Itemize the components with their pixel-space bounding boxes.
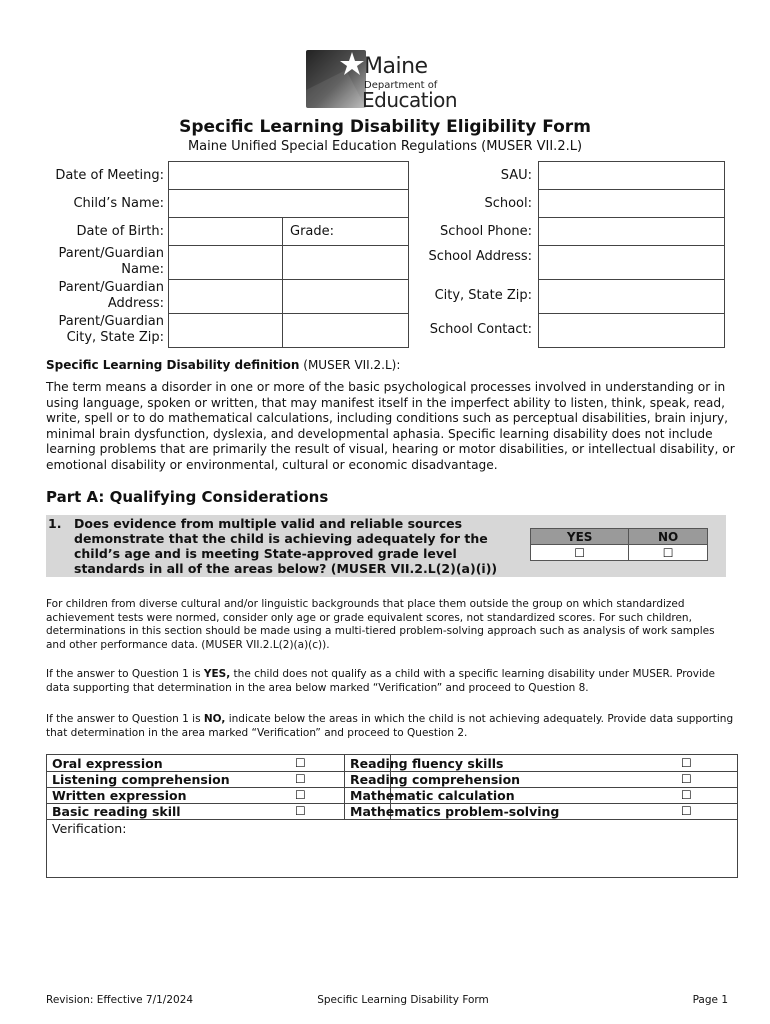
no-instruction-pre: If the answer to Question 1 is xyxy=(46,713,204,725)
area-row xyxy=(47,756,737,772)
parent-city-label-line1: Parent/Guardian xyxy=(58,314,164,329)
no-header: NO xyxy=(629,529,708,545)
area-row xyxy=(47,804,737,820)
city-state-zip-label: City, State Zip: xyxy=(434,288,532,303)
city-state-zip-input[interactable] xyxy=(538,279,725,314)
no-instruction-post: indicate below the areas in which the child is not achieving adequately. Provide data supporting that determination in the area marked “Verification” and proceed to Question 2. xyxy=(46,713,734,739)
star-icon xyxy=(306,50,366,108)
math-problem-solving-checkbox[interactable]: ☐ xyxy=(681,804,692,818)
reading-comprehension-checkbox[interactable]: ☐ xyxy=(681,772,692,786)
school-phone-label: School Phone: xyxy=(440,224,532,239)
area-row xyxy=(47,788,737,804)
sau-input[interactable] xyxy=(538,161,725,190)
date-of-birth-input[interactable] xyxy=(168,217,283,246)
footer-revision: Revision: Effective 7/1/2024 xyxy=(46,994,194,1006)
definition-heading-bold: Specific Learning Disability definition xyxy=(46,358,300,372)
childs-name-label: Child’s Name: xyxy=(73,196,164,211)
area-math-problem-solving: Mathematics problem-solving xyxy=(350,804,560,819)
verification-input[interactable] xyxy=(48,837,734,875)
area-listening-comprehension: Listening comprehension xyxy=(52,772,230,787)
school-contact-label: School Contact: xyxy=(429,322,532,337)
no-instruction xyxy=(46,713,736,740)
parent-name-label-line1: Parent/Guardian xyxy=(58,246,164,261)
yes-header: YES xyxy=(531,529,629,545)
yes-instruction-post: the child does not qualify as a child with a specific learning disability under MUSER. Provide data supporting that determination in the area below marked “Verification” and proceed to Question 8. xyxy=(46,668,715,694)
page-subtitle: Maine Unified Special Education Regulations (MUSER VII.2.L) xyxy=(187,139,583,154)
no-checkbox[interactable]: ☐ xyxy=(629,545,708,561)
parent-city-input[interactable] xyxy=(168,313,283,348)
footer-page-number: Page 1 xyxy=(692,994,728,1006)
school-phone-input[interactable] xyxy=(538,217,725,246)
yes-checkbox[interactable]: ☐ xyxy=(531,545,629,561)
logo-department-text: Department of xyxy=(364,80,438,91)
definition-heading-ref: (MUSER VII.2.L): xyxy=(299,358,401,372)
school-label: School: xyxy=(484,196,532,211)
footer-form-name: Specific Learning Disability Form xyxy=(317,994,489,1006)
parent-name-label-line2: Name: xyxy=(121,262,164,277)
date-of-meeting-label: Date of Meeting: xyxy=(55,168,164,183)
school-contact-input[interactable] xyxy=(538,313,725,348)
listening-comprehension-checkbox[interactable]: ☐ xyxy=(295,772,306,786)
parent-address-label-line1: Parent/Guardian xyxy=(58,280,164,295)
reading-fluency-checkbox[interactable]: ☐ xyxy=(681,756,692,770)
definition-text: The term means a disorder in one or more of the basic psychological processes involved in understanding or in using language, spoken or written, that may manifest itself in the imperfect ability to listen, think, speak, read, write, spell or to do mathematical calculations, including conditions such as perceptual disabilities, brain injury, minimal brain dysfunction, dyslexia, and developmental aphasia. Specific learning disability does not include learning problems that are primarily the result of visual, hearing or motor disabilities, or intellectual disability, or emotional disability or environmental, cultural or economic disadvantage. xyxy=(46,380,735,472)
parent-name-input-2[interactable] xyxy=(282,245,409,280)
area-basic-reading-skill: Basic reading skill xyxy=(52,804,181,819)
sau-label: SAU: xyxy=(500,168,532,183)
parent-city-input-2[interactable] xyxy=(282,313,409,348)
area-reading-fluency: Reading fluency skills xyxy=(350,756,504,771)
area-reading-comprehension: Reading comprehension xyxy=(350,772,521,787)
parent-city-label-line2: City, State Zip: xyxy=(66,330,164,345)
parent-address-input[interactable] xyxy=(168,279,283,314)
school-input[interactable] xyxy=(538,189,725,218)
definition-heading xyxy=(46,358,400,372)
diverse-backgrounds-note: For children from diverse cultural and/or linguistic backgrounds that place them outside the group on which standardized achievement tests were normed, consider only age or grade equivalent scores, not standardized scores. For such children, determinations in this section should be made using a multi-tiered problem-solving approach such as analysis of work samples and other performance data. (MUSER VII.2.L(2)(a)(c)). xyxy=(46,598,715,651)
logo-maine-text: Maine xyxy=(364,54,428,79)
oral-expression-checkbox[interactable]: ☐ xyxy=(295,756,306,770)
no-instruction-bold: NO, xyxy=(203,713,226,725)
yes-instruction-bold: YES, xyxy=(203,668,231,680)
area-mathematic-calculation: Mathematic calculation xyxy=(350,788,515,803)
yes-no-table xyxy=(530,528,708,561)
date-of-birth-label: Date of Birth: xyxy=(76,224,164,239)
parent-name-input[interactable] xyxy=(168,245,283,280)
part-a-title: Part A: Qualifying Considerations xyxy=(46,488,329,506)
mathematic-calculation-checkbox[interactable]: ☐ xyxy=(681,788,692,802)
area-row xyxy=(47,772,737,788)
logo-education-text: Education xyxy=(362,88,458,112)
question-1-text: Does evidence from multiple valid and reliable sources demonstrate that the child is achieving adequately for the child’s age and is meeting State-approved grade level standards in all of the areas below? (MUSER VII.2.L(2)(a)(i)) xyxy=(74,516,498,576)
school-address-label: School Address: xyxy=(428,249,532,264)
grade-label: Grade: xyxy=(290,224,335,239)
basic-reading-skill-checkbox[interactable]: ☐ xyxy=(295,804,306,818)
area-written-expression: Written expression xyxy=(52,788,187,803)
parent-address-label-line2: Address: xyxy=(107,296,164,311)
maine-doe-logo xyxy=(306,50,366,108)
page-title: Specific Learning Disability Eligibility Form xyxy=(179,117,591,137)
written-expression-checkbox[interactable]: ☐ xyxy=(295,788,306,802)
yes-instruction-pre: If the answer to Question 1 is xyxy=(46,668,204,680)
school-address-input[interactable] xyxy=(538,245,725,280)
areas-table xyxy=(46,754,738,878)
date-of-meeting-input[interactable] xyxy=(168,161,409,190)
parent-address-input-2[interactable] xyxy=(282,279,409,314)
question-1-number: 1. xyxy=(48,516,62,531)
verification-label: Verification: xyxy=(52,821,127,836)
area-oral-expression: Oral expression xyxy=(52,756,163,771)
yes-instruction xyxy=(46,668,736,695)
childs-name-input[interactable] xyxy=(168,189,409,218)
